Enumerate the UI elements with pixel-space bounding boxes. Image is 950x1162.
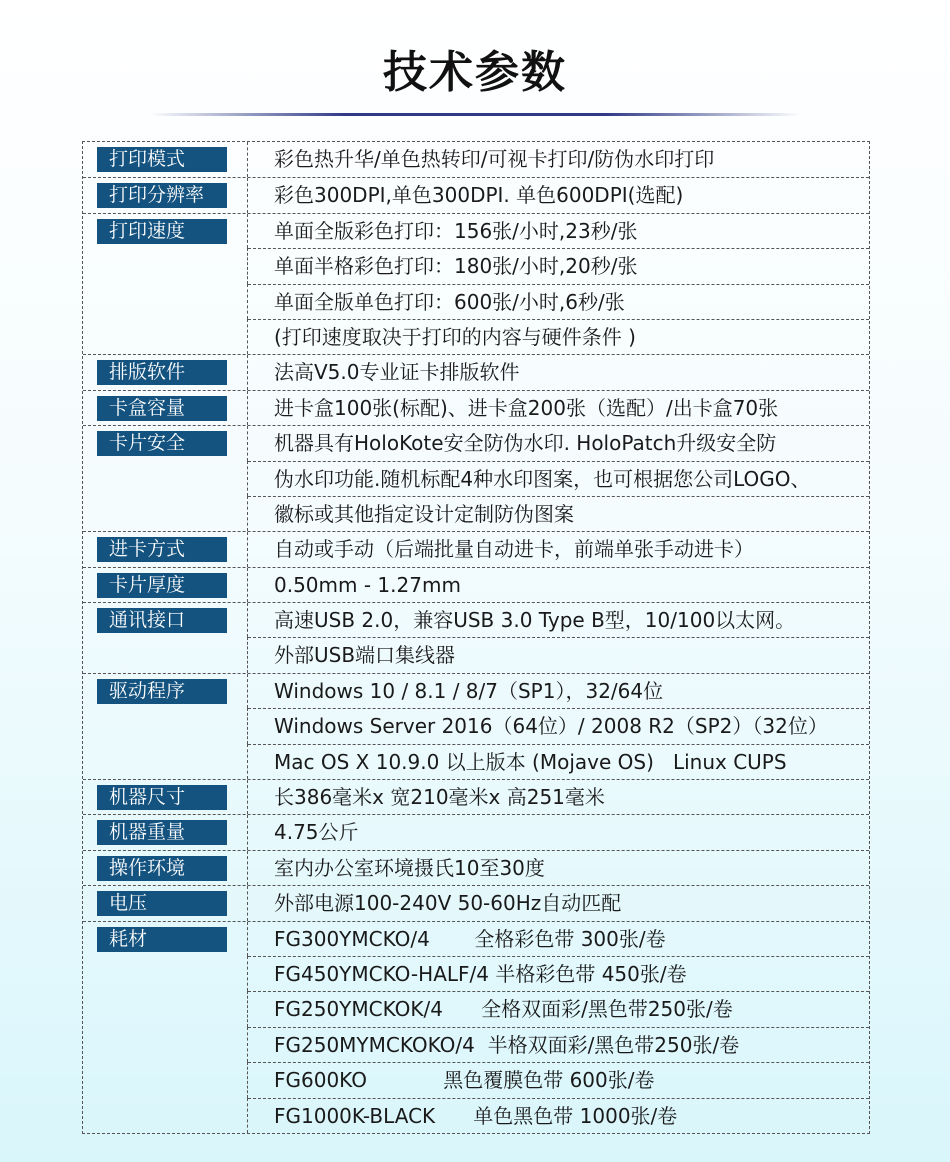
spec-value: FG450YMCKO-HALF/4 半格彩色带 450张/卷 xyxy=(248,956,869,991)
spec-value: 法高V5.0专业证卡排版软件 xyxy=(274,360,520,385)
spec-label-cell xyxy=(83,815,248,849)
spec-label: 耗材 xyxy=(97,927,227,952)
spec-label-cell xyxy=(83,1062,248,1097)
spec-row xyxy=(83,284,869,319)
spec-row xyxy=(83,708,869,743)
title-underline xyxy=(150,113,800,116)
spec-value: 伪水印功能.随机标配4种水印图案，也可根据您公司LOGO、 xyxy=(248,461,869,496)
spec-label: 排版软件 xyxy=(97,360,227,385)
spec-row xyxy=(83,1062,869,1097)
spec-value: 长386毫米x 宽210毫米x 高251毫米 xyxy=(274,785,605,810)
spec-label-cell xyxy=(83,603,248,637)
spec-label: 机器尺寸 xyxy=(97,785,227,810)
spec-value: 4.75公斤 xyxy=(274,820,359,845)
spec-label-cell xyxy=(83,991,248,1026)
page-title: 技术参数 xyxy=(383,47,567,98)
spec-table xyxy=(82,141,870,1134)
spec-value: Mac OS X 10.9.0 以上版本 (Mojave OS) Linux CUPS xyxy=(248,744,869,779)
spec-value: 彩色热升华/单色热转印/可视卡打印/防伪水印打印 xyxy=(274,147,715,171)
spec-value: 单面半格彩色打印：180张/小时,20秒/张 xyxy=(248,248,869,283)
spec-label: 打印速度 xyxy=(97,219,227,244)
spec-row xyxy=(83,744,869,779)
spec-row xyxy=(83,991,869,1026)
spec-row xyxy=(83,850,869,885)
spec-value: 自动或手动（后端批量自动进卡，前端单张手动进卡） xyxy=(274,537,754,562)
spec-value: 外部USB端口集线器 xyxy=(248,637,869,672)
spec-row xyxy=(83,637,869,672)
spec-row xyxy=(83,248,869,283)
spec-label-cell xyxy=(83,568,248,602)
spec-label-cell xyxy=(83,142,248,177)
spec-label-cell xyxy=(83,708,248,743)
spec-label-cell xyxy=(83,532,248,566)
spec-value: 高速USB 2.0，兼容USB 3.0 Type B型，10/100以太网。 xyxy=(274,608,796,633)
spec-value: 进卡盒100张(标配)、进卡盒200张（选配）/出卡盒70张 xyxy=(274,395,779,420)
spec-label-cell xyxy=(83,496,248,531)
spec-value: (打印速度取决于打印的内容与硬件条件 ) xyxy=(248,319,869,354)
spec-row xyxy=(83,319,869,354)
spec-label: 电压 xyxy=(97,891,227,916)
spec-label-cell xyxy=(83,319,248,354)
spec-value: 徽标或其他指定设计定制防伪图案 xyxy=(248,496,869,531)
spec-value: FG300YMCKO/4 全格彩色带 300张/卷 xyxy=(274,926,666,951)
spec-value: 机器具有HoloKote安全防伪水印. HoloPatch升级安全防 xyxy=(274,431,777,456)
spec-label: 操作环境 xyxy=(97,856,227,881)
spec-row xyxy=(83,1027,869,1062)
spec-row xyxy=(83,531,869,566)
spec-row xyxy=(83,213,869,248)
spec-value: 彩色300DPI,单色300DPI. 单色600DPI(选配) xyxy=(274,183,684,208)
spec-label-cell xyxy=(83,674,248,708)
spec-row xyxy=(83,390,869,425)
spec-label-cell xyxy=(83,956,248,991)
spec-row xyxy=(83,921,869,956)
spec-value: 单面全版彩色打印：156张/小时,23秒/张 xyxy=(274,218,638,243)
spec-label: 打印模式 xyxy=(97,147,227,172)
spec-label-cell xyxy=(83,1027,248,1062)
spec-label-cell xyxy=(83,426,248,460)
spec-row xyxy=(83,956,869,991)
spec-row xyxy=(83,461,869,496)
spec-label: 卡片厚度 xyxy=(97,573,227,598)
spec-row xyxy=(83,673,869,708)
spec-row xyxy=(83,814,869,849)
spec-value: FG1000K-BLACK 单色黑色带 1000张/卷 xyxy=(248,1098,869,1133)
spec-label-cell xyxy=(83,355,248,389)
spec-row xyxy=(83,885,869,920)
spec-label-cell xyxy=(83,248,248,283)
spec-label-cell xyxy=(83,178,248,212)
spec-value: Windows Server 2016（64位）/ 2008 R2（SP2）（32位） xyxy=(248,708,869,743)
spec-label-cell xyxy=(83,214,248,248)
spec-value: 外部电源100-240V 50-60Hz自动匹配 xyxy=(274,891,622,916)
spec-label: 卡盒容量 xyxy=(97,396,227,421)
spec-label-cell xyxy=(83,637,248,672)
spec-row xyxy=(83,425,869,460)
spec-label-cell xyxy=(83,886,248,920)
spec-label-cell xyxy=(83,1098,248,1133)
spec-label-cell xyxy=(83,851,248,885)
spec-row xyxy=(83,354,869,389)
spec-label-cell xyxy=(83,744,248,779)
spec-value: 室内办公室环境摄氏10至30度 xyxy=(274,855,545,880)
spec-label: 打印分辨率 xyxy=(97,183,227,208)
spec-value: 0.50mm - 1.27mm xyxy=(274,572,461,597)
spec-label: 卡片安全 xyxy=(97,431,227,456)
spec-value: FG600KO 黑色覆膜色带 600张/卷 xyxy=(248,1062,869,1097)
spec-label: 驱动程序 xyxy=(97,679,227,704)
spec-row xyxy=(83,1098,869,1133)
spec-label-cell xyxy=(83,780,248,814)
spec-value: Windows 10 / 8.1 / 8/7（SP1），32/64位 xyxy=(274,678,664,703)
spec-label-cell xyxy=(83,391,248,425)
spec-value: FG250YMCKOK/4 全格双面彩/黑色带250张/卷 xyxy=(248,991,869,1026)
spec-label-cell xyxy=(83,461,248,496)
spec-row xyxy=(83,177,869,212)
spec-label: 通讯接口 xyxy=(97,608,227,633)
spec-row xyxy=(83,142,869,177)
spec-value: 单面全版单色打印：600张/小时,6秒/张 xyxy=(248,284,869,319)
spec-label: 机器重量 xyxy=(97,820,227,845)
spec-label: 进卡方式 xyxy=(97,537,227,562)
spec-row xyxy=(83,602,869,637)
spec-label-cell xyxy=(83,284,248,319)
spec-value: FG250MYMCKOKO/4 半格双面彩/黑色带250张/卷 xyxy=(248,1027,869,1062)
spec-row xyxy=(83,567,869,602)
spec-label-cell xyxy=(83,922,248,956)
spec-row xyxy=(83,496,869,531)
spec-row xyxy=(83,779,869,814)
